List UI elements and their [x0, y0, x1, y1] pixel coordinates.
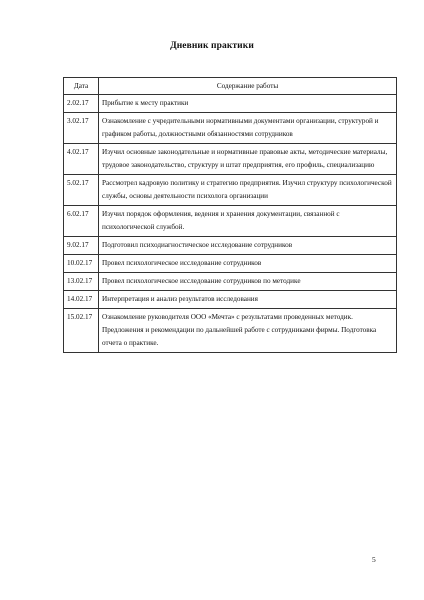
- column-header-content: Содержание работы: [99, 78, 397, 95]
- document-title: Дневник практики: [170, 41, 254, 51]
- column-header-date: Дата: [64, 78, 99, 95]
- page-number: 5: [372, 555, 376, 564]
- row-date: 3.02.17: [64, 113, 99, 144]
- practice-diary-table: [63, 77, 397, 353]
- row-content: Провел психологическое исследование сотрудников: [99, 255, 397, 273]
- row-date: 14.02.17: [64, 291, 99, 309]
- row-date: 2.02.17: [64, 95, 99, 113]
- row-date: 5.02.17: [64, 175, 99, 206]
- row-date: 6.02.17: [64, 206, 99, 237]
- table-row: [64, 95, 397, 113]
- table-row: [64, 309, 397, 353]
- row-date: 15.02.17: [64, 309, 99, 353]
- row-date: 4.02.17: [64, 144, 99, 175]
- row-content: Ознакомление руководителя ООО «Мечта» с результатами проведенных методик. Предложения и рекомендации по дальнейшей работе с сотрудниками фирмы. Подготовка отчета о практике.: [99, 309, 397, 353]
- table-row: [64, 113, 397, 144]
- row-date: 10.02.17: [64, 255, 99, 273]
- table-row: [64, 255, 397, 273]
- table-row: [64, 144, 397, 175]
- row-content: Рассмотрел кадровую политику и стратегию предприятия. Изучил структуру психологической службы, основы деятельности психолога организации: [99, 175, 397, 206]
- table-header-row: [64, 78, 397, 95]
- row-content: Изучил основные законодательные и нормативные правовые акты, методические материалы, трудовое законодательство, структуру и штат предприятия, его профиль, специализацию: [99, 144, 397, 175]
- row-content: Прибытие к месту практики: [99, 95, 397, 113]
- table-row: [64, 291, 397, 309]
- row-date: 9.02.17: [64, 237, 99, 255]
- table-row: [64, 273, 397, 291]
- table-row: [64, 175, 397, 206]
- row-content: Ознакомление с учредительными нормативными документами организации, структурой и графиком работы, должностными обязанностями сотрудников: [99, 113, 397, 144]
- table-row: [64, 206, 397, 237]
- row-date: 13.02.17: [64, 273, 99, 291]
- row-content: Изучил порядок оформления, ведения и хранения документации, связанной с психологической службой.: [99, 206, 397, 237]
- row-content: Провел психологическое исследование сотрудников по методике: [99, 273, 397, 291]
- row-content: Подготовил психодиагностическое исследование сотрудников: [99, 237, 397, 255]
- table-row: [64, 237, 397, 255]
- row-content: Интерпретация и анализ результатов исследования: [99, 291, 397, 309]
